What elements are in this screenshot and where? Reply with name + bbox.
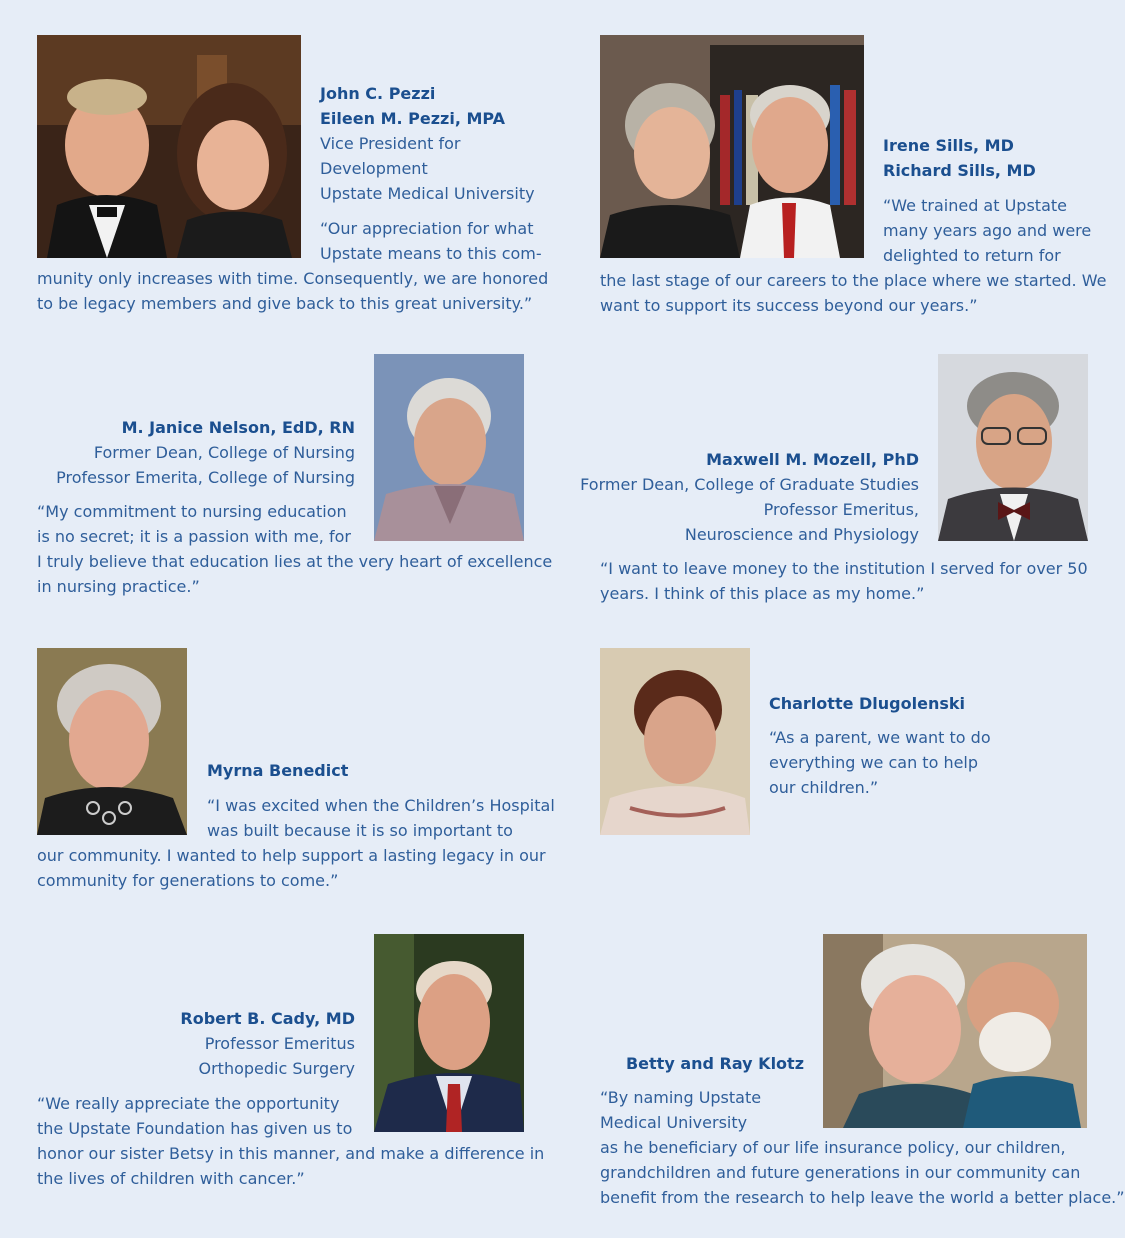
cady-quote-3: honor our sister Betsy in this manner, and make a difference in bbox=[37, 1144, 545, 1163]
sills-photo bbox=[600, 35, 864, 258]
sills-name-2: Richard Sills, MD bbox=[883, 161, 1036, 180]
sills-quote-2: many years ago and were bbox=[883, 221, 1092, 240]
sills-quote-3: delighted to return for bbox=[883, 246, 1061, 265]
klotz-quote-2: Medical University bbox=[600, 1113, 748, 1132]
cady-photo bbox=[374, 934, 524, 1132]
pezzi-quote-1: “Our appreciation for what bbox=[320, 219, 534, 238]
pezzi-quote-3: munity only increases with time. Consequently, we are honored bbox=[37, 269, 549, 288]
cady-quote-1: “We really appreciate the opportunity bbox=[37, 1094, 340, 1113]
cady-name: Robert B. Cady, MD bbox=[180, 1009, 355, 1028]
nelson-quote-4: in nursing practice.” bbox=[37, 577, 200, 596]
mozell-photo bbox=[938, 354, 1088, 541]
sills-quote-1: “We trained at Upstate bbox=[883, 196, 1067, 215]
mozell-title-1: Former Dean, College of Graduate Studies bbox=[580, 475, 919, 494]
pezzi-title-3: Upstate Medical University bbox=[320, 184, 535, 203]
cady-quote-4: the lives of children with cancer.” bbox=[37, 1169, 305, 1188]
dlugolenski-quote-2: everything we can to help bbox=[769, 753, 979, 772]
sills-quote-4: the last stage of our careers to the place where we started. We bbox=[600, 271, 1107, 290]
benedict-photo bbox=[37, 648, 187, 835]
benedict-quote-1: “I was excited when the Children’s Hospital bbox=[207, 796, 555, 815]
mozell-quote-1: “I want to leave money to the institution I served for over 50 bbox=[600, 559, 1088, 578]
cady-quote-2: the Upstate Foundation has given us to bbox=[37, 1119, 353, 1138]
pezzi-quote-4: to be legacy members and give back to this great university.” bbox=[37, 294, 533, 313]
pezzi-title-1: Vice President for bbox=[320, 134, 461, 153]
cady-title-2: Orthopedic Surgery bbox=[198, 1059, 355, 1078]
mozell-quote-2: years. I think of this place as my home.” bbox=[600, 584, 925, 603]
benedict-quote-2: was built because it is so important to bbox=[207, 821, 513, 840]
dlugolenski-photo bbox=[600, 648, 750, 835]
klotz-name: Betty and Ray Klotz bbox=[625, 1054, 804, 1073]
nelson-name: M. Janice Nelson, EdD, RN bbox=[121, 418, 355, 437]
klotz-quote-4: grandchildren and future generations in our community can bbox=[600, 1163, 1081, 1182]
dlugolenski-quote-3: our children.” bbox=[769, 778, 879, 797]
pezzi-name-2: Eileen M. Pezzi, MPA bbox=[320, 109, 506, 128]
pezzi-photo bbox=[37, 35, 301, 258]
nelson-title-1: Former Dean, College of Nursing bbox=[93, 443, 355, 462]
mozell-name: Maxwell M. Mozell, PhD bbox=[706, 450, 919, 469]
nelson-quote-1: “My commitment to nursing education bbox=[37, 502, 347, 521]
nelson-quote-3: I truly believe that education lies at the very heart of excellence bbox=[37, 552, 553, 571]
klotz-quote-3: as he beneficiary of our life insurance policy, our children, bbox=[600, 1138, 1066, 1157]
nelson-quote-2: is no secret; it is a passion with me, for bbox=[37, 527, 351, 546]
klotz-quote-1: “By naming Upstate bbox=[600, 1088, 762, 1107]
nelson-photo bbox=[374, 354, 524, 541]
benedict-quote-4: community for generations to come.” bbox=[37, 871, 339, 890]
pezzi-name-1: John C. Pezzi bbox=[320, 84, 436, 103]
benedict-name: Myrna Benedict bbox=[207, 761, 349, 780]
sills-name-1: Irene Sills, MD bbox=[883, 136, 1014, 155]
pezzi-quote-2: Upstate means to this com- bbox=[320, 244, 542, 263]
klotz-photo bbox=[823, 934, 1087, 1128]
sills-quote-5: want to support its success beyond our years.” bbox=[600, 296, 978, 315]
dlugolenski-quote-1: “As a parent, we want to do bbox=[769, 728, 991, 747]
cady-title-1: Professor Emeritus bbox=[204, 1034, 355, 1053]
klotz-quote-5: benefit from the research to help leave the world a better place.” bbox=[600, 1188, 1125, 1207]
mozell-title-3: Neuroscience and Physiology bbox=[684, 525, 919, 544]
nelson-title-2: Professor Emerita, College of Nursing bbox=[56, 468, 355, 487]
pezzi-title-2: Development bbox=[320, 159, 428, 178]
mozell-title-2: Professor Emeritus, bbox=[763, 500, 919, 519]
dlugolenski-name: Charlotte Dlugolenski bbox=[769, 694, 965, 713]
benedict-quote-3: our community. I wanted to help support a lasting legacy in our bbox=[37, 846, 546, 865]
